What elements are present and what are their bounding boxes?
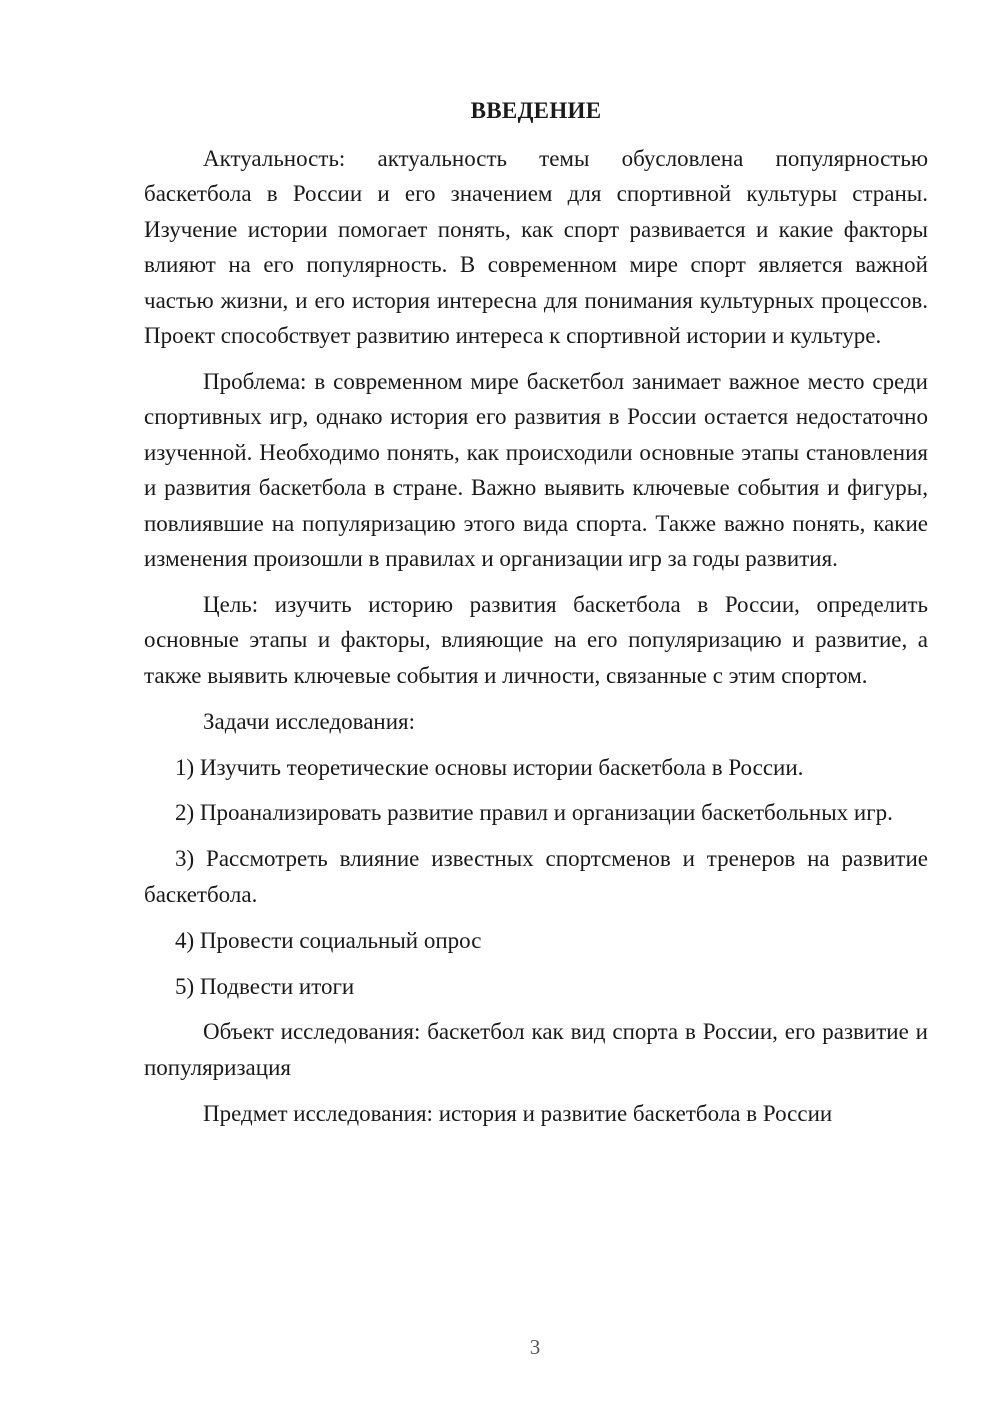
paragraph-tasks-heading: Задачи исследования: xyxy=(203,708,416,734)
page-number: 3 xyxy=(529,1335,541,1359)
task-item: 2) Проанализировать развитие правил и организации баскетбольных игр. xyxy=(175,800,893,826)
section-heading: ВВЕДЕНИЕ xyxy=(470,98,602,123)
paragraph-problem: Проблема: в современном мире баскетбол занимает важное место среди спортивных игр, однако история его развития в России остается недостаточно изученной. Необходимо понять, как происходили основные этапы становления и развития баскетбола в стране. Важно выявить ключевые события и фигуры, повлиявшие на популяризацию этого вида спорта. Также важно понять, какие изменения произошли в правилах и организации игр за годы развития. xyxy=(144,368,928,571)
task-item: 1) Изучить теоретические основы истории баскетбола в России. xyxy=(175,754,804,780)
paragraph-relevance: Актуальность: актуальность темы обусловлена популярностью баскетбола в России и его значением для спортивной культуры страны. Изучение истории помогает понять, как спорт развивается и какие факторы влияют на его популярность. В современном мире спорт является важной частью жизни, и его история интересна для понимания культурных процессов. Проект способствует развитию интереса к спортивной истории и культуре. xyxy=(144,146,928,349)
task-item: 4) Провести социальный опрос xyxy=(175,927,482,953)
task-item: 3) Рассмотреть влияние известных спортсменов и тренеров на развитие баскетбола. xyxy=(144,846,928,907)
paragraph-goal: Цель: изучить историю развития баскетбола в России, определить основные этапы и факторы, влияющие на его популяризацию и развитие, а также выявить ключевые события и личности, связанные с этим спортом. xyxy=(144,591,928,688)
task-item: 5) Подвести итоги xyxy=(175,973,355,999)
paragraph-object: Объект исследования: баскетбол как вид спорта в России, его развитие и популяризация xyxy=(144,1019,928,1080)
paragraph-subject: Предмет исследования: история и развитие баскетбола в России xyxy=(203,1100,833,1126)
document-body xyxy=(144,141,928,1142)
